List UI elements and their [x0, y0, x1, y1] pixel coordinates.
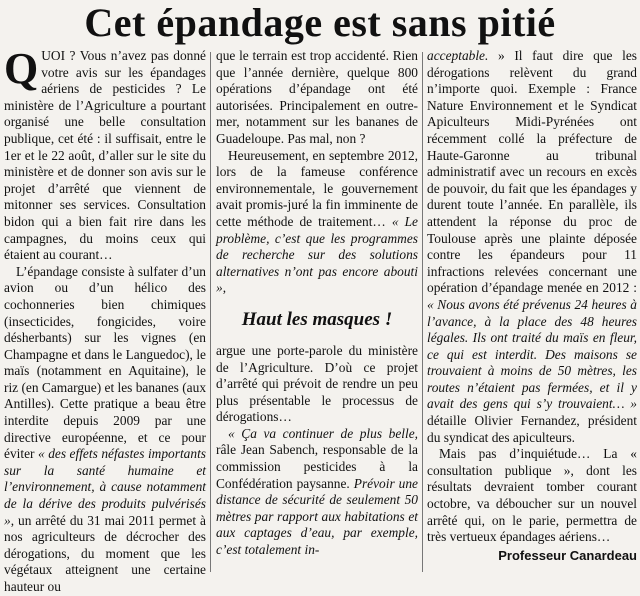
- author-signature: Professeur Canardeau: [498, 547, 637, 563]
- text: ,: [222, 280, 227, 296]
- crosshead: Haut les masques !: [241, 308, 393, 330]
- quote: acceptable.: [427, 48, 489, 63]
- column-3: [427, 48, 637, 564]
- quote: « Ça va continuer de plus belle,: [228, 425, 418, 441]
- quote: « des effets néfastes importants sur la santé humaine et l’environnement, à cause notamment de la dérive des produits pulvérisés »: [4, 446, 206, 528]
- text: Heureusement, en septembre 2012, lors de la fameuse conférence environnementale, le gouvernement avait promis-juré la fin imminente de cette méthode de traitement…: [216, 147, 418, 229]
- column-rule: [422, 52, 423, 572]
- text: argue une porte-parole du ministère de l’Agriculture. D’où ce projet d’arrêté qui prévoit de rendre un peu plus présentable le processus de dérogations…: [216, 342, 418, 425]
- text: détaille Olivier Fernandez, président du syndicat des apiculteurs.: [427, 413, 637, 445]
- paragraph: [427, 48, 637, 446]
- paragraph: [427, 446, 637, 546]
- text: UOI ? Vous n’avez pas donné votre avis sur les épandages aériens de pesticides ? Le ministère de l’Agriculture a pourtant organisé une belle consultation publique, cet été : il suffisait, entre le 1er et le 22 août, d’aller sur le site du ministère et de donner son avis sur le projet d’arrêté que viennent de mitonner ses services. Consultation bidon qui a bien fait rire dans les campagnes, du moins ceux qui étaient au courant…: [4, 48, 206, 263]
- column-1: [4, 44, 207, 596]
- paragraph: [4, 44, 206, 264]
- paragraph: [216, 48, 418, 148]
- drop-cap: Q: [4, 44, 39, 93]
- paragraph: [216, 148, 418, 297]
- text: râle Jean Sabench, responsable de la commission pesticides à la Confédération paysanne.: [216, 442, 418, 491]
- text: , un arrêté du 31 mai 2011 permet à nos agriculteurs de décrocher des dérogations, du moment que les végétaux atteignent une certaine hauteur ou: [4, 512, 206, 594]
- column-rule: [210, 52, 211, 572]
- column-2: [216, 48, 418, 559]
- headline: Cet épandage est sans pitié: [84, 0, 556, 45]
- quote: Prévoir une distance de sécurité de seulement 50 mètres par rapport aux habitations et aux captages d’eau, par exemple, c’est totalement in-: [216, 475, 418, 558]
- text: que le terrain est trop accidenté. Rien que l’année dernière, quelque 800 opérations d’épandage ont été autorisées. Principalement en outre-mer, notamment sur les bananes de Guadeloupe. Pas mal, non ?: [216, 48, 418, 146]
- paragraph: [216, 343, 418, 426]
- text: L’épandage consiste à sulfater d’un avion ou d’un hélico des cochonneries bien chimiques (insecticides, fongicides, voire désherbants) sur les vignes (en Champagne et dans le Languedoc), le maïs (notamment en Aquitaine), le riz (en Camargue) et les bananes (aux Antilles). Cette pratique a beau être interdite depuis 2009 par une directive européenne, et ce pour éviter: [4, 263, 207, 462]
- quote: « Le problème, c’est que les programmes de recherche sur des solutions alternatives n’ont pas encore abouti »: [216, 213, 418, 296]
- text: Mais pas d’inquiétude… La « consultation publique », dont les résultats devraient tomber courant octobre, va déboucher sur un nouvel arrêté qui, on le parie, permettra de très vertueux épandages aériens…: [427, 446, 637, 545]
- paragraph: [216, 426, 418, 559]
- paragraph: [4, 264, 206, 596]
- text: » Il faut dire que les dérogations relèvent du grand n’importe quoi. Exemple : France Nature Environnement et le Syndicat Apiculteurs Midi-Pyrénées ont récemment collé la préfecture de Haute-Garonne au tribunal administratif avec un recours en excès de pouvoir, du fait que les épandages y durent toute l’année. En parallèle, ils attendent la réponse du proc de Toulouse après une plainte déposée contre les épandeurs pour 11 infractions relevées concernant une opération d’épandage menée en 2012 :: [427, 48, 637, 296]
- quote: « Nous avons été prévenus 24 heures à l’avance, à la place des 48 heures légales. Ils ont traité du maïs en fleur, ce qui est interdit. Des maisons se trouvaient à moins de 50 mètres, les routes n’étaient pas fermées, et il y avait des gens qui s’y trouvaient… »: [427, 296, 637, 412]
